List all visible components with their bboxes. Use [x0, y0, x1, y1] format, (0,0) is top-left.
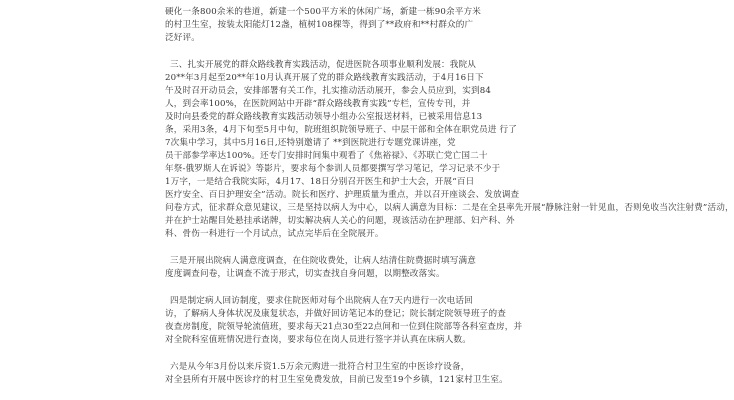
text-line: 及时向县委党的群众路线教育实践活动领导小组办公室报送材料，已被采用信息13 [165, 112, 483, 122]
text-line: 20**年3月起至20**年10月认真开展了党的群众路线教育实践活动，于4月16日下 [165, 73, 484, 83]
text-line: 夜查房制度，院领导轮流值班，要求每天21点30至22点间和一位到住院部等各科室查房，并 [165, 322, 523, 332]
text-line: 的村卫生室，按装太阳能灯12盏，植树108棵等，得到了**政府和**村群众的广 [165, 20, 474, 30]
text-line: 7次集中学习，其中5月16日,还特别邀请了 **到医院进行专题党课讲座，党 [165, 138, 456, 148]
text-line: 访，了解病人身体状况及康复状态，并做好回访笔记本的登记；院长制定院领导班子的查 [165, 309, 507, 319]
text-line: 三是开展出院病人满意度调查，在住院收费处，让病人结清住院费据时填写满意 [170, 256, 477, 266]
text-line: 医疗安全、百日护理安全”活动。院长和医疗、护理质量为重点，并以召开座谈会、发放调查 [165, 190, 520, 200]
text-line: 午及时召开动员会，安排部署有关工作，扎实推动活动展开，参会人员应到，实到84 [165, 86, 492, 96]
text-line: 1万字，一是结合我院实际，4月17、18日分别召开医生和护士大会，开展“百日 [165, 177, 475, 187]
text-line: 员干部参学率达100%。还专门安排时间集中观看了《焦裕禄》、《苏联亡党亡国二十 [165, 151, 488, 161]
text-line: 科、骨伤一科进行一个月试点，试点完毕后在全院展开。 [165, 229, 384, 239]
text-line: 三、扎实开展党的群众路线教育实践活动，促进医院各项事业顺利发展：我院从 [170, 60, 477, 70]
paragraph-3 [0, 255, 600, 281]
paragraph-5 [0, 361, 600, 387]
text-line: 硬化一条800余米的巷道，新建一个500平方米的休闲广场，新建一栋90余平方米 [165, 7, 481, 17]
text-line: 泛好评。 [165, 33, 200, 43]
text-line: 四是制定病人回访制度，要求住院医师对每个出院病人在7天内进行一次电话回 [170, 296, 473, 306]
text-line: 对全院科室值班情况进行查岗，要求每位在岗人员进行签字并认真在床病人数。 [165, 335, 472, 345]
text-line: 年祭-俄罗斯人在诉说》等影片，要求每个参训人员都要撰写学习笔记，学习记录不少于 [165, 164, 501, 174]
paragraph-1 [0, 6, 600, 45]
text-line: 问卷方式，征求群众意见建议，三是坚持以病人为中心，以病人满意为目标：二是在全县率先开展“静脉注射一针见血，否则免收当次注射费”活动， [165, 203, 734, 213]
text-line: 六是从今年3月份以来斥资1.5万余元购进一批符合村卫生室的中医诊疗设备， [170, 362, 470, 372]
text-line: 对全县所有开展中医诊疗的村卫生室免费发放，目前已发至19个乡镇，121家村卫生室。 [165, 375, 508, 385]
paragraph-2 [0, 59, 734, 241]
text-line: 度度调查问卷，让调查不流于形式，切实查找自身问题，以期整改落实。 [165, 269, 445, 279]
paragraph-4 [0, 295, 600, 347]
text-line: 人，到会率100%，在医院网站中开辟“群众路线教育实践”专栏，宣传专刊，并 [165, 99, 471, 109]
text-line: 条，采用3条，4月下旬至5月中旬，院班组织院领导班子、中层干部和全体在职党员进 行了 [165, 125, 517, 135]
text-line: 并在护士站醒目处悬挂承诺牌，切实解决病人关心的问题，现该活动在护理部、妇产科、外 [165, 216, 515, 226]
